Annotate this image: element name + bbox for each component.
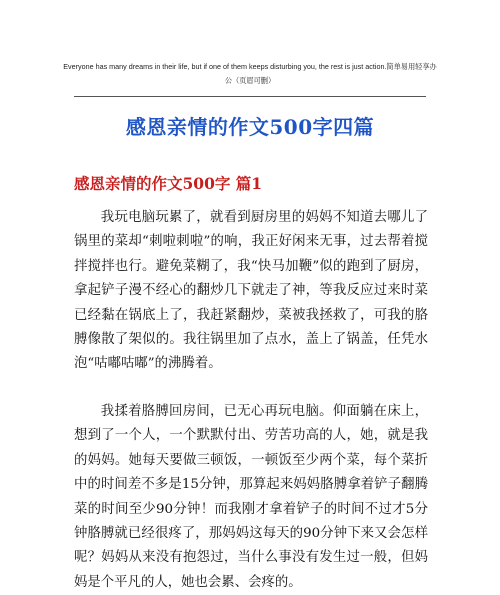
paragraph-1: 我玩电脑玩累了，就看到厨房里的妈妈不知道去哪儿了锅里的菜却“刺啦刺啦”的响，我正好闲来无事，过去帮着搅拌搅拌也行。避免菜糊了，我“快马加鞭”似的跑到了厨房，拿起铲子漫不经心的翻炒几下就走了神，等我反应过来时菜已经黏在锅底上了，我赶紧翻炒，菜被我拯救了，可我的胳膊像散了架似的。我往锅里加了点水，盖上了锅盖，任凭水泡“咕嘟咕嘟”的沸腾着。 — [74, 210, 428, 372]
section-title: 感恩亲情的作文500字 篇1 — [74, 174, 263, 193]
header-divider — [74, 96, 426, 97]
page-header: Everyone has many dreams in their life, but if one of them keeps disturbing you, the rest is just action.简单易用轻享办公（页眉可删） — [63, 62, 437, 85]
document-title: 感恩亲情的作文500字四篇 — [125, 115, 375, 139]
paragraph-2: 我揉着胳膊回房间，已无心再玩电脑。仰面躺在床上，想到了一个人，一个默默付出、劳苦功高的人，她，就是我的妈妈。她每天要做三顿饭，一顿饭至少两个菜，每个菜折中的时间差不多是15分钟，那算起来妈妈胳膊拿着铲子翻腾菜的时间至少90分钟！而我刚才拿着铲子的时间不过才5分钟胳膊就已经很疼了，那妈妈这每天的90分钟下来又会怎样呢？妈妈从来没有抱怨过，当什么事没有发生过一般，但妈妈是个平凡的人，她也会累、会疼的。 — [74, 404, 428, 590]
